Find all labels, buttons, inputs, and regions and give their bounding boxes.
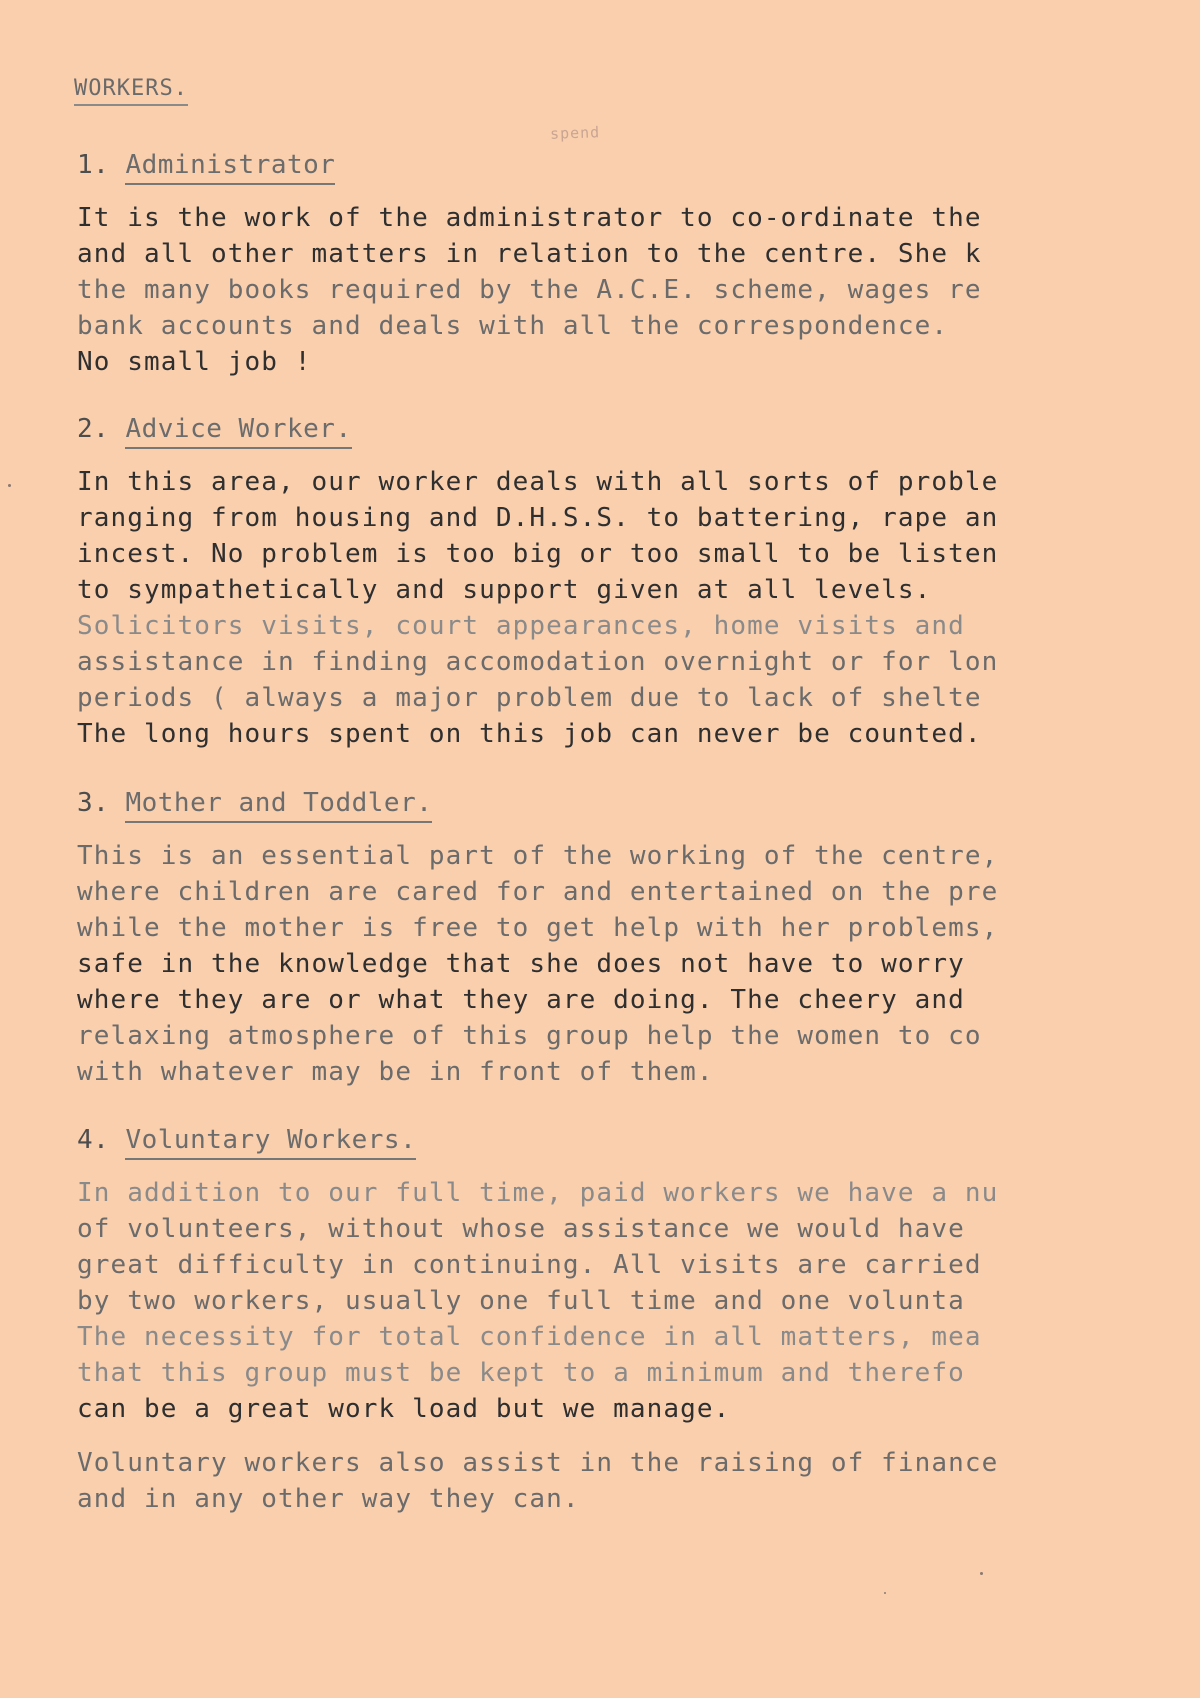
- faint-stamp-mark: spend: [549, 123, 601, 143]
- text-line: ranging from housing and D.H.S.S. to battering, rape an: [77, 503, 999, 533]
- section-heading: [77, 1123, 1200, 1157]
- paper-speck: [884, 1592, 886, 1594]
- text-line: the many books required by the A.C.E. scheme, wages re: [77, 275, 982, 305]
- text-line: incest. No problem is too big or too small to be listen: [77, 539, 999, 569]
- section-heading: [77, 786, 1200, 820]
- text-line: It is the work of the administrator to co-ordinate the: [77, 203, 982, 233]
- section-number: 1.: [77, 150, 110, 180]
- section-number: 4.: [77, 1125, 110, 1155]
- text-line: safe in the knowledge that she does not have to worry: [77, 949, 965, 979]
- section-title: Advice Worker.: [125, 414, 351, 449]
- section-paragraph: [77, 464, 1200, 752]
- text-line: with whatever may be in front of them.: [77, 1057, 714, 1087]
- text-line: and in any other way they can.: [77, 1484, 580, 1514]
- text-line: assistance in finding accomodation overnight or for lon: [77, 647, 999, 677]
- document-title: WORKERS.: [74, 76, 188, 106]
- text-line: great difficulty in continuing. All visits are carried: [77, 1250, 982, 1280]
- section-title: Mother and Toddler.: [125, 788, 432, 823]
- text-line: relaxing atmosphere of this group help the women to co: [77, 1021, 982, 1051]
- section-heading: [77, 412, 1200, 446]
- section-advice-worker: [77, 412, 1200, 752]
- paper-speck: [980, 1572, 983, 1575]
- section-paragraph: [77, 838, 1200, 1090]
- text-line: The long hours spent on this job can never be counted.: [77, 719, 982, 749]
- section-heading: [77, 148, 1200, 182]
- text-line: by two workers, usually one full time and one volunta: [77, 1286, 965, 1316]
- text-line: Solicitors visits, court appearances, home visits and: [77, 611, 965, 641]
- text-line: can be a great work load but we manage.: [77, 1394, 731, 1424]
- text-line: where children are cared for and entertained on the pre: [77, 877, 999, 907]
- section-paragraph: [77, 200, 1200, 380]
- section-administrator: [77, 148, 1200, 380]
- text-line: that this group must be kept to a minimum and therefo: [77, 1358, 965, 1388]
- text-line: while the mother is free to get help with her problems,: [77, 913, 999, 943]
- text-line: The necessity for total confidence in all matters, mea: [77, 1322, 982, 1352]
- text-line: No small job !: [77, 347, 312, 377]
- section-number: 2.: [77, 414, 110, 444]
- text-line: where they are or what they are doing. The cheery and: [77, 985, 965, 1015]
- paper-speck: [8, 484, 11, 487]
- section-paragraph: [77, 1445, 1200, 1517]
- section-voluntary-workers: [77, 1123, 1200, 1517]
- text-line: and all other matters in relation to the centre. She k: [77, 239, 982, 269]
- section-paragraph: [77, 1175, 1200, 1427]
- text-line: In addition to our full time, paid workers we have a nu: [77, 1178, 999, 1208]
- section-title: Voluntary Workers.: [125, 1125, 416, 1160]
- section-mother-and-toddler: [77, 786, 1200, 1090]
- text-line: Voluntary workers also assist in the raising of finance: [77, 1448, 999, 1478]
- text-line: In this area, our worker deals with all sorts of proble: [77, 467, 999, 497]
- text-line: to sympathetically and support given at all levels.: [77, 575, 932, 605]
- text-line: This is an essential part of the working of the centre,: [77, 841, 999, 871]
- section-number: 3.: [77, 788, 110, 818]
- text-line: of volunteers, without whose assistance we would have: [77, 1214, 965, 1244]
- text-line: bank accounts and deals with all the correspondence.: [77, 311, 949, 341]
- section-title: Administrator: [125, 150, 335, 185]
- text-line: periods ( always a major problem due to lack of shelte: [77, 683, 982, 713]
